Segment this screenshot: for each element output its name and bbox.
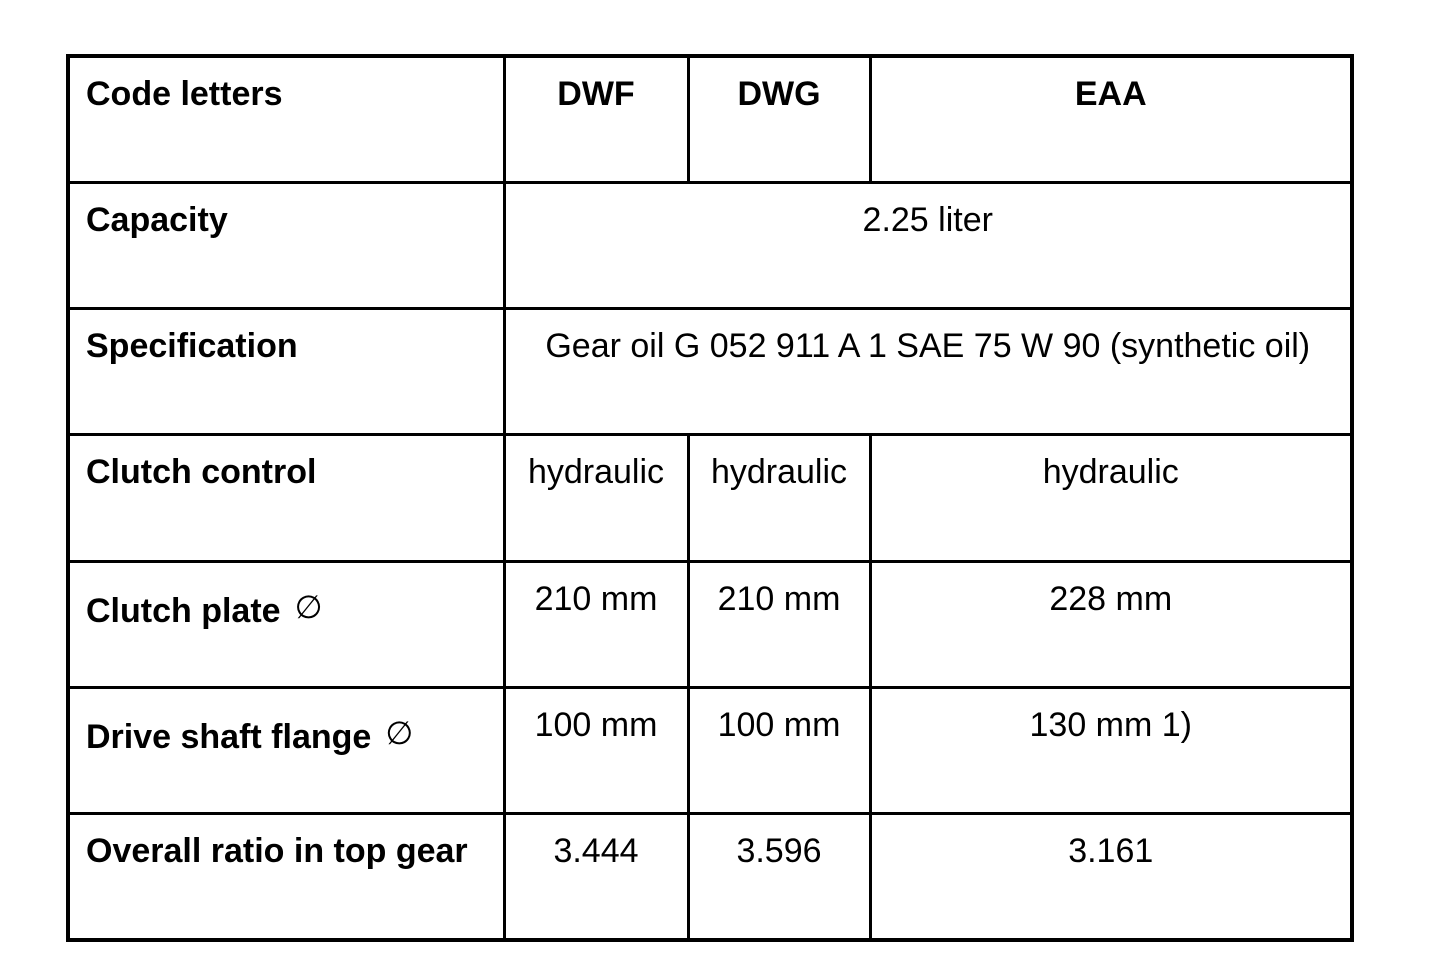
clutch-plate-dwg [688,561,870,687]
cell-value: 100 mm [717,705,841,744]
diameter-icon: ∅ [385,714,414,751]
table-header-row [68,56,1352,182]
specification-value-cell [504,309,1352,435]
overall-ratio-dwg [688,814,870,940]
row-label-drive-shaft-flange: Drive shaft flange [86,717,372,756]
header-dwg-cell [688,56,870,182]
cell-value: 3.596 [736,832,822,871]
cell-value: 210 mm [717,579,841,618]
cell-value: 3.161 [1068,832,1154,871]
row-label-specification: Specification [86,327,298,366]
clutch-control-dwg [688,435,870,561]
cell-value: 228 mm [1049,579,1173,618]
header-dwg: DWG [737,75,821,113]
cell-value: hydraulic [1042,453,1179,492]
table-row-clutch-control [68,435,1352,561]
cell-value: 130 mm 1) [1029,705,1192,744]
header-dwf: DWF [557,75,635,113]
overall-ratio-eaa [870,814,1352,940]
clutch-plate-dwf [504,561,688,687]
table-row-overall-ratio [68,814,1352,940]
row-label-cell [68,182,504,308]
row-label-cell [68,687,504,813]
row-label-capacity: Capacity [86,200,228,239]
cell-value: hydraulic [710,453,848,492]
clutch-control-eaa [870,435,1352,561]
table-row-specification [68,309,1352,435]
capacity-value-cell [504,182,1352,308]
row-label-clutch-plate: Clutch plate [86,591,281,630]
drive-shaft-flange-eaa [870,687,1352,813]
row-label-cell [68,435,504,561]
drive-shaft-flange-dwf [504,687,688,813]
clutch-control-dwf [504,435,688,561]
drive-shaft-flange-dwg [688,687,870,813]
header-label-cell [68,56,504,182]
row-label-cell [68,814,504,940]
header-dwf-cell [504,56,688,182]
overall-ratio-dwf [504,814,688,940]
header-eaa: EAA [1074,75,1147,113]
cell-value: 210 mm [534,579,658,618]
diameter-icon: ∅ [294,588,323,625]
table-row-capacity [68,182,1352,308]
specification-table [66,54,1354,942]
cell-value: hydraulic [527,453,665,492]
row-label-clutch-control: Clutch control [86,453,317,492]
row-label-cell [68,561,504,687]
capacity-value: 2.25 liter [862,200,993,239]
cell-value: 100 mm [534,705,658,744]
clutch-plate-eaa [870,561,1352,687]
header-label: Code letters [86,75,283,113]
specification-value: Gear oil G 052 911 A 1 SAE 75 W 90 (synthetic oil) [545,327,1311,366]
table-row-clutch-plate [68,561,1352,687]
row-label-overall-ratio: Overall ratio in top gear [86,832,468,871]
table-row-drive-shaft-flange [68,687,1352,813]
row-label-cell [68,309,504,435]
cell-value: 3.444 [553,832,639,871]
header-eaa-cell [870,56,1352,182]
